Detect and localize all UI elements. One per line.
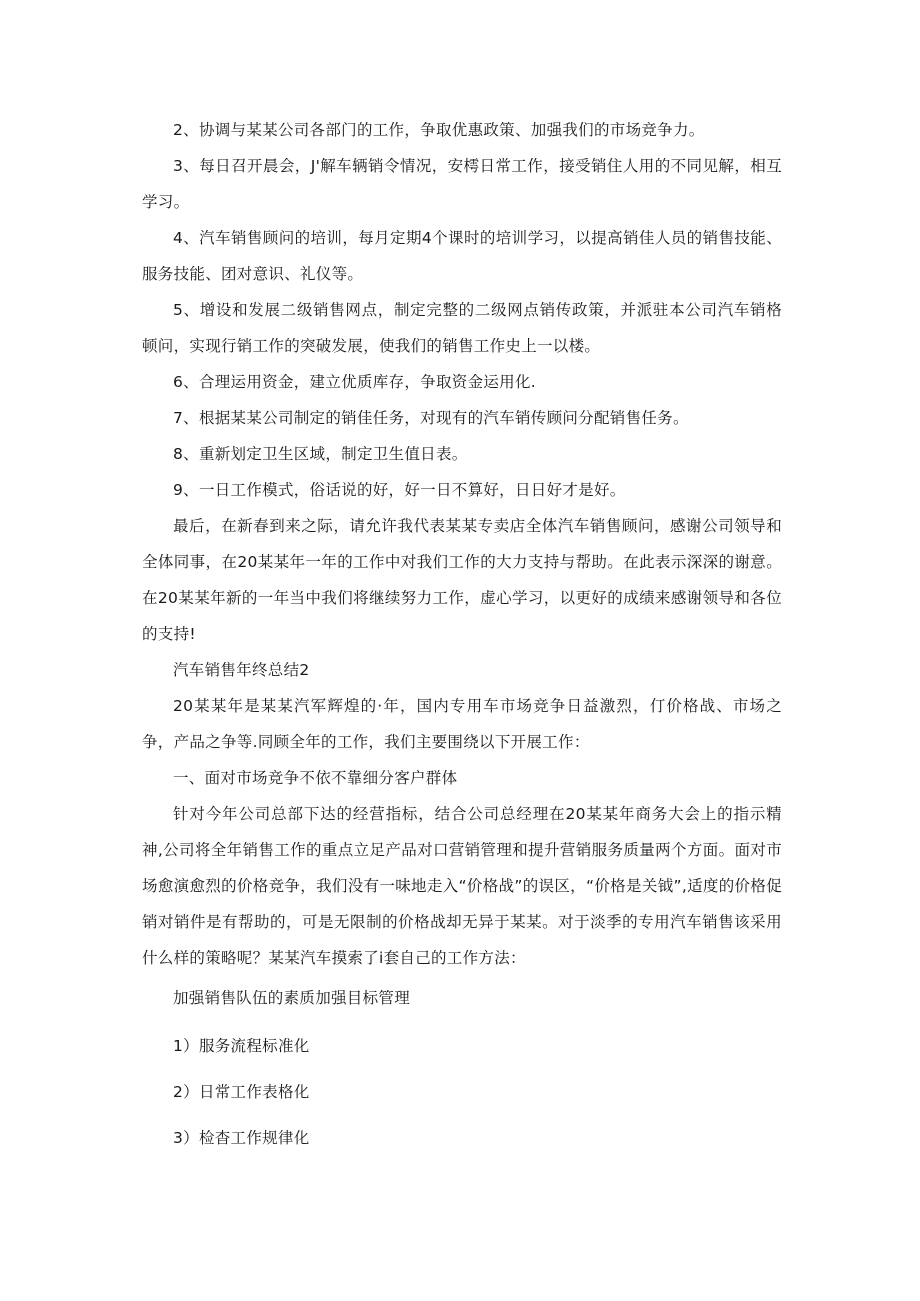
paragraph-item-9: 9、一日工作模式，俗话说的好，好一日不算好，日日好才是好。 xyxy=(173,481,626,499)
paragraph-item-4: 4、汽车销售顾问的培训，每月定期4个课时的培训学习，以提高销佳人员的销售技能、服务技能、团对意识、礼仪等。 xyxy=(142,229,782,283)
paragraph-item-5: 5、增设和发展二级销售网点，制定完整的二级网点销传政策，并派驻本公司汽车销格顿问，实现行销工作的突破发展，使我们的销售工作史上一以楼。 xyxy=(142,301,782,355)
paragraph-item-2: 2、协调与某某公司各部门的工作，争取优惠政策、加强我们的市场竞争力。 xyxy=(173,121,705,139)
body-paragraph: 针对今年公司总部下达的经营指标，结合公司总经理在20某某年商务大会上的指示精神,公司将全年销售工作的重点立足产品对口营销管理和提升营销服务质量两个方面。面对市场愈演愈烈的价格竞争，我们没有一味地走入“价格战”的误区，“价格是关钺”,适度的价格促销对销件是有帮助的，可是无限制的价格战却无异于某某。对于淡季的专用汽车销售该采用什么样的策略呢？某某汽车摸索了i套自己的工作方法： xyxy=(142,805,782,967)
paragraph-item-3: 3、每日召开晨会，J'解车辆销令情况，安樗日常工作，接受销住人用的不同见解，相互学习。 xyxy=(142,157,782,211)
list-item: 3）检杳工作规律化 xyxy=(173,1129,310,1147)
closing-paragraph: 最后，在新春到来之际，请允许我代表某某专卖店全体汽车销售顾问，感谢公司领导和全体同事，在20某某年一年的工作中对我们工作的大力支持与帮助。在此表示深深的谢意。在20某某年新的一年当中我们将继续努力工作，虚心学习，以更好的成绩来感谢领导和各位的支持! xyxy=(142,517,782,643)
section-heading-1: 一、面对市场竞争不依不靠细分客户群体 xyxy=(173,769,458,787)
list-item: 1）服务流程标准化 xyxy=(173,1037,310,1055)
intro-paragraph: 20某某年是某某汽军辉煌的·年，国内专用车市场竞争日益激烈，仃价格战、市场之争，产品之争等.同顾全年的工作，我们主要围绕以下开展工作： xyxy=(142,697,782,751)
paragraph-item-7: 7、根据某某公司制定的销佳任务，对现有的汽车销传顾问分配销售任务。 xyxy=(173,409,689,427)
document-body xyxy=(142,112,782,1156)
subheading: 加强销售队伍的素质加强目标管理 xyxy=(173,989,411,1007)
paragraph-item-8: 8、重新划定卫生区域，制定卫生值日表。 xyxy=(173,445,468,463)
paragraph-item-6: 6、合理运用资金，建立优质库存，争取资金运用化. xyxy=(173,373,536,391)
section-title: 汽车销售年终总结2 xyxy=(173,661,310,679)
list-item: 2）日常工作表格化 xyxy=(173,1083,310,1101)
